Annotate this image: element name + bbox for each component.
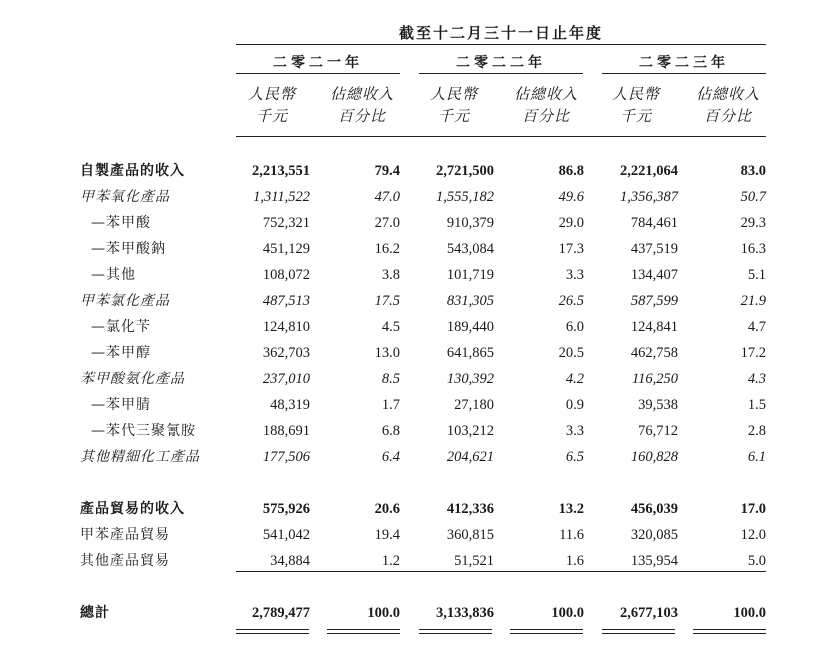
cell-amount-2021: 2,213,551 — [252, 163, 310, 179]
cell-amount-2023: 160,828 — [630, 449, 678, 465]
row-label: —苯甲腈 — [91, 397, 151, 413]
cell-amount-2021: 188,691 — [262, 423, 310, 439]
cell-amount-2021: 451,129 — [262, 241, 310, 257]
col-header-percent-2022: 佔總收入 百分比 — [513, 85, 578, 125]
cell-amount-2021: 575,926 — [262, 501, 310, 517]
cell-percent-2021: 3.8 — [381, 267, 400, 283]
cell-amount-2022: 130,392 — [446, 371, 494, 387]
row-label: —其他 — [91, 267, 136, 283]
cell-amount-2021: 541,042 — [262, 527, 310, 543]
row-label: 甲苯氯化產品 — [80, 293, 170, 309]
cell-amount-2022: 103,212 — [446, 423, 494, 439]
table-row — [0, 236, 831, 262]
cell-percent-2021: 100.0 — [367, 605, 400, 621]
cell-amount-2023: 76,712 — [638, 423, 678, 439]
cell-amount-2022: 2,721,500 — [436, 163, 494, 179]
cell-percent-2021: 6.4 — [381, 449, 400, 465]
cell-amount-2023: 437,519 — [630, 241, 678, 257]
cell-percent-2023: 16.3 — [740, 241, 766, 257]
cell-amount-2023: 462,758 — [630, 345, 678, 361]
cell-amount-2021: 34,884 — [270, 553, 310, 569]
table-row — [0, 340, 831, 366]
cell-amount-2022: 910,379 — [446, 215, 494, 231]
cell-percent-2023: 21.9 — [740, 293, 766, 309]
cell-amount-2021: 177,506 — [262, 449, 310, 465]
table-row — [0, 158, 831, 184]
table-row — [0, 288, 831, 314]
table-row — [0, 418, 831, 444]
row-label: 總計 — [80, 605, 110, 621]
cell-percent-2021: 27.0 — [374, 215, 400, 231]
cell-percent-2021: 6.8 — [381, 423, 400, 439]
cell-percent-2022: 11.6 — [559, 527, 584, 543]
cell-percent-2022: 20.5 — [558, 345, 584, 361]
cell-amount-2022: 3,133,836 — [436, 605, 494, 621]
cell-amount-2022: 412,336 — [446, 501, 494, 517]
row-label: —苯甲酸 — [91, 215, 151, 231]
cell-percent-2023: 4.3 — [747, 371, 766, 387]
table-row — [0, 522, 831, 548]
cell-amount-2023: 2,221,064 — [620, 163, 678, 179]
cell-percent-2023: 100.0 — [733, 605, 766, 621]
cell-amount-2023: 134,407 — [630, 267, 678, 283]
cell-percent-2021: 4.5 — [381, 319, 400, 335]
col-header-percent-2023: 佔總收入 百分比 — [695, 85, 760, 125]
cell-percent-2023: 2.8 — [747, 423, 766, 439]
year-2022-header: 二零二二年 — [456, 55, 546, 71]
year-2023-rule — [602, 73, 766, 74]
cell-amount-2023: 456,039 — [630, 501, 678, 517]
year-2021-rule — [236, 73, 400, 74]
cell-amount-2023: 2,677,103 — [620, 605, 678, 621]
table-row — [0, 444, 831, 470]
cell-percent-2022: 6.0 — [565, 319, 584, 335]
table-row — [0, 496, 831, 522]
cell-percent-2021: 1.7 — [381, 397, 400, 413]
row-label: 苯甲酸氨化產品 — [80, 371, 185, 387]
cell-percent-2023: 5.0 — [747, 553, 766, 569]
cell-percent-2022: 86.8 — [558, 163, 584, 179]
cell-amount-2021: 1,311,522 — [253, 189, 310, 205]
cell-percent-2022: 100.0 — [551, 605, 584, 621]
row-label: 其他產品貿易 — [80, 553, 170, 569]
cell-percent-2021: 8.5 — [381, 371, 400, 387]
cell-percent-2023: 29.3 — [740, 215, 766, 231]
cell-percent-2023: 6.1 — [747, 449, 766, 465]
cell-amount-2023: 784,461 — [630, 215, 678, 231]
table-row — [0, 210, 831, 236]
cell-amount-2021: 48,319 — [270, 397, 310, 413]
row-label: 自製產品的收入 — [80, 163, 185, 179]
cell-percent-2023: 4.7 — [747, 319, 766, 335]
cell-percent-2022: 17.3 — [558, 241, 584, 257]
cell-percent-2021: 16.2 — [374, 241, 400, 257]
cell-amount-2023: 320,085 — [630, 527, 678, 543]
row-label: —苯代三聚氰胺 — [91, 423, 196, 439]
cell-percent-2022: 1.6 — [565, 553, 584, 569]
table-row — [0, 392, 831, 418]
cell-percent-2022: 3.3 — [565, 267, 584, 283]
row-label: —氯化苄 — [91, 319, 151, 335]
col-header-amount-2023: 人民幣 千元 — [611, 85, 660, 125]
cell-percent-2022: 0.9 — [565, 397, 584, 413]
col-header-amount-2021: 人民幣 千元 — [247, 85, 296, 125]
cell-amount-2023: 135,954 — [630, 553, 678, 569]
cell-amount-2023: 587,599 — [630, 293, 678, 309]
cell-percent-2023: 12.0 — [740, 527, 766, 543]
cell-amount-2021: 108,072 — [262, 267, 310, 283]
cell-percent-2023: 83.0 — [740, 163, 766, 179]
cell-percent-2021: 17.5 — [374, 293, 400, 309]
cell-amount-2023: 39,538 — [638, 397, 678, 413]
row-label: 產品貿易的收入 — [80, 501, 185, 517]
col-header-amount-2022: 人民幣 千元 — [429, 85, 478, 125]
cell-amount-2022: 101,719 — [446, 267, 494, 283]
cell-amount-2021: 124,810 — [262, 319, 310, 335]
cell-amount-2021: 237,010 — [262, 371, 310, 387]
subtotal-rule — [236, 571, 766, 572]
total-double-rule-6 — [693, 629, 766, 634]
cell-percent-2023: 17.0 — [740, 501, 766, 517]
total-double-rule-5 — [602, 629, 675, 634]
table-row — [0, 262, 831, 288]
total-double-rule-3 — [419, 629, 492, 634]
cell-percent-2023: 1.5 — [747, 397, 766, 413]
cell-percent-2022: 13.2 — [558, 501, 584, 517]
total-double-rule-2 — [327, 629, 400, 634]
cell-percent-2021: 13.0 — [374, 345, 400, 361]
cell-amount-2022: 204,621 — [446, 449, 494, 465]
cell-percent-2022: 49.6 — [558, 189, 584, 205]
cell-percent-2021: 1.2 — [381, 553, 400, 569]
cell-percent-2021: 79.4 — [374, 163, 400, 179]
cell-amount-2022: 51,521 — [454, 553, 494, 569]
cell-amount-2023: 124,841 — [630, 319, 678, 335]
cell-percent-2023: 17.2 — [740, 345, 766, 361]
cell-amount-2021: 752,321 — [262, 215, 310, 231]
year-2021-header: 二零二一年 — [273, 55, 363, 71]
cell-amount-2021: 362,703 — [262, 345, 310, 361]
cell-amount-2022: 543,084 — [446, 241, 494, 257]
table-period-header: 截至十二月三十一日止年度 — [398, 24, 603, 42]
cell-amount-2023: 1,356,387 — [620, 189, 678, 205]
year-2022-rule — [419, 73, 583, 74]
cell-percent-2022: 6.5 — [565, 449, 584, 465]
table-row — [0, 314, 831, 340]
cell-amount-2022: 189,440 — [446, 319, 494, 335]
total-double-rule-4 — [510, 629, 583, 634]
cell-percent-2022: 26.5 — [558, 293, 584, 309]
year-2023-header: 二零二三年 — [639, 55, 729, 71]
table-row — [0, 366, 831, 392]
cell-percent-2022: 4.2 — [565, 371, 584, 387]
table-row — [0, 184, 831, 210]
cell-amount-2023: 116,250 — [631, 371, 678, 387]
cell-amount-2021: 2,789,477 — [252, 605, 310, 621]
cell-percent-2021: 47.0 — [374, 189, 400, 205]
cell-amount-2022: 641,865 — [446, 345, 494, 361]
cell-percent-2023: 50.7 — [740, 189, 766, 205]
cell-amount-2021: 487,513 — [262, 293, 310, 309]
cell-amount-2022: 27,180 — [454, 397, 494, 413]
row-label: —苯甲酸鈉 — [91, 241, 166, 257]
cell-percent-2021: 19.4 — [374, 527, 400, 543]
cell-amount-2022: 831,305 — [446, 293, 494, 309]
row-label: 其他精細化工產品 — [80, 449, 200, 465]
cell-amount-2022: 1,555,182 — [436, 189, 494, 205]
cell-percent-2021: 20.6 — [374, 501, 400, 517]
row-label: 甲苯產品貿易 — [80, 527, 170, 543]
column-header-rule — [236, 136, 766, 137]
cell-percent-2022: 29.0 — [558, 215, 584, 231]
total-double-rule-1 — [236, 629, 309, 634]
row-label: 甲苯氧化產品 — [80, 189, 170, 205]
cell-percent-2023: 5.1 — [747, 267, 766, 283]
table-row — [0, 600, 831, 626]
row-label: —苯甲醇 — [91, 345, 151, 361]
cell-percent-2022: 3.3 — [565, 423, 584, 439]
header-rule — [236, 44, 766, 45]
cell-amount-2022: 360,815 — [446, 527, 494, 543]
col-header-percent-2021: 佔總收入 百分比 — [329, 85, 394, 125]
